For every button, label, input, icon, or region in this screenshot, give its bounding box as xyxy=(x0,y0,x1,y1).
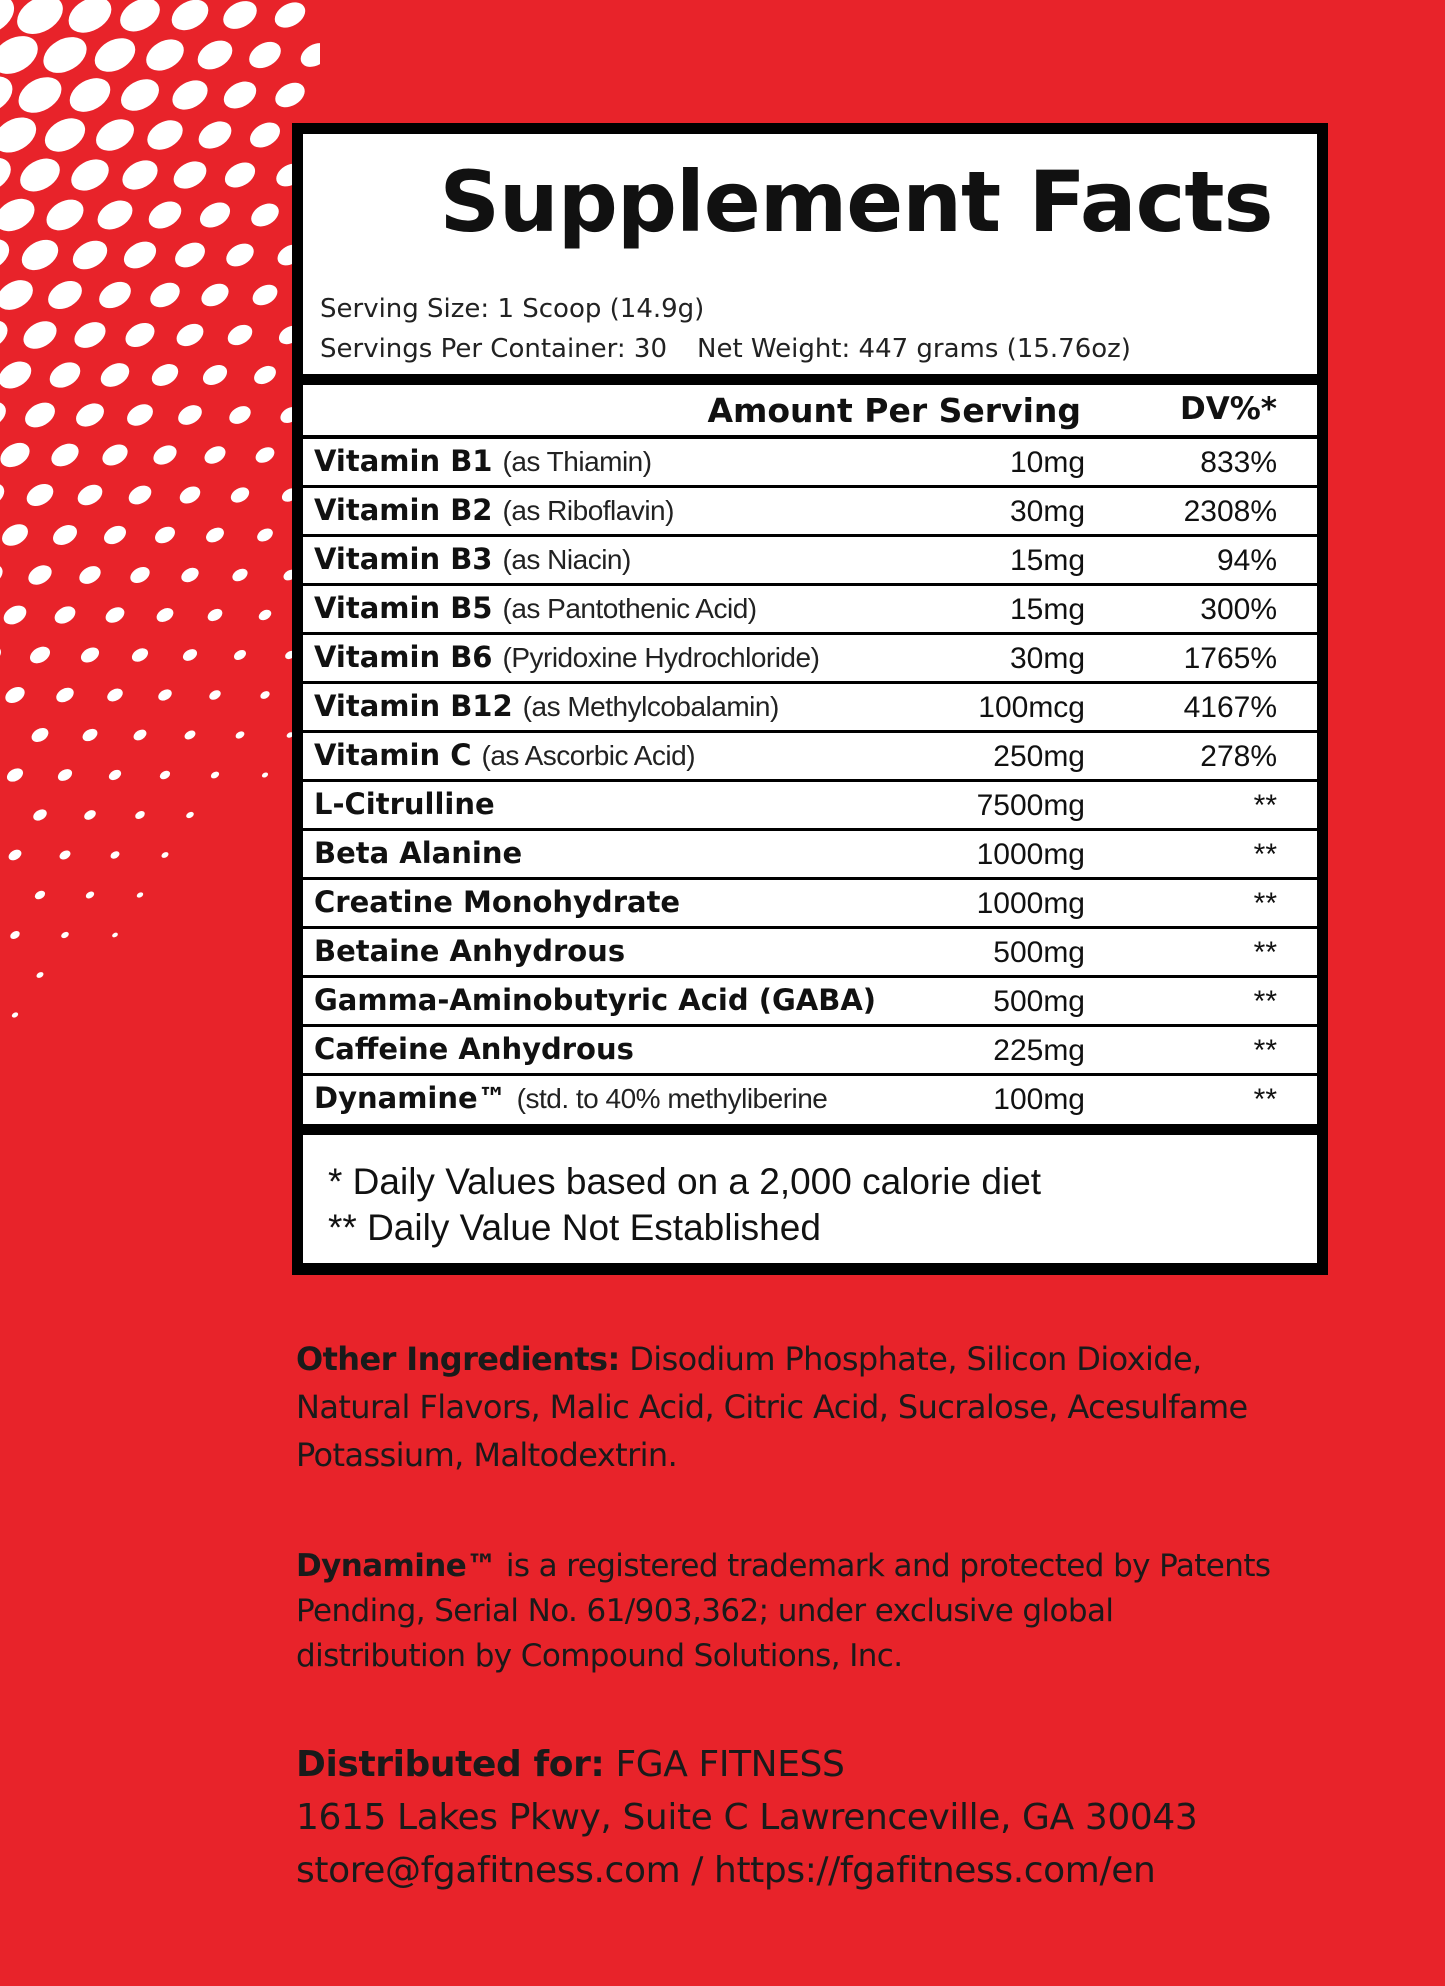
halftone-dot xyxy=(259,690,271,701)
halftone-dot xyxy=(228,484,252,505)
table-row xyxy=(303,880,1317,929)
halftone-dot xyxy=(261,771,269,778)
trademark-notice xyxy=(296,1544,1346,1679)
halftone-dot xyxy=(109,850,121,861)
halftone-dot xyxy=(85,890,96,900)
halftone-dot xyxy=(43,275,87,315)
halftone-dot xyxy=(94,276,135,313)
halftone-dot xyxy=(49,521,80,549)
table-row xyxy=(303,929,1317,978)
ingredient-name-text: Vitamin B2 xyxy=(314,493,493,527)
distributor-name: FGA FITNESS xyxy=(615,1744,845,1785)
halftone-dot xyxy=(224,321,256,350)
halftone-dot xyxy=(103,604,127,626)
halftone-dot xyxy=(105,686,125,704)
title-section xyxy=(303,134,1317,374)
ingredient-name xyxy=(314,542,631,576)
halftone-dot xyxy=(0,110,42,159)
halftone-dot-pattern xyxy=(0,0,320,1100)
halftone-dot xyxy=(206,606,225,623)
halftone-dot xyxy=(219,76,261,114)
halftone-dot xyxy=(177,483,204,507)
halftone-dot xyxy=(66,153,115,197)
ingredient-name-text: Vitamin B3 xyxy=(314,542,493,576)
halftone-dot xyxy=(150,441,180,468)
halftone-dot xyxy=(119,236,161,274)
ingredient-daily-value: ** xyxy=(1253,1034,1277,1067)
halftone-dot xyxy=(247,199,283,231)
footnotes-section xyxy=(303,1135,1317,1263)
halftone-dot xyxy=(121,318,159,352)
ingredient-daily-value: ** xyxy=(1253,1083,1277,1116)
halftone-dot xyxy=(169,156,211,194)
halftone-dot xyxy=(0,478,8,511)
halftone-dot xyxy=(14,152,65,198)
halftone-dot xyxy=(39,111,91,158)
halftone-dot xyxy=(64,71,117,118)
halftone-dot xyxy=(33,889,46,901)
halftone-dot xyxy=(37,30,93,81)
header-amount-per-serving: Amount Per Serving xyxy=(707,391,1081,430)
halftone-dot xyxy=(0,233,15,278)
footnote-not-established: ** Daily Value Not Established xyxy=(328,1207,821,1248)
ingredient-daily-value: 833% xyxy=(1200,446,1277,479)
halftone-dot xyxy=(171,238,210,273)
halftone-dot xyxy=(107,768,123,782)
halftone-dot xyxy=(134,809,146,820)
halftone-dot xyxy=(45,357,85,393)
halftone-dot xyxy=(234,730,245,740)
ingredient-name-text: Creatine Monohydrate xyxy=(314,885,681,919)
ingredient-name-text: Beta Alanine xyxy=(314,836,523,870)
ingredient-name-text: L-Citrulline xyxy=(314,787,495,821)
ingredient-amount: 7500mg xyxy=(976,789,1085,822)
halftone-dot xyxy=(166,0,213,36)
halftone-dot xyxy=(271,78,309,112)
trademark-line-3: distribution by Compound Solutions, Inc. xyxy=(296,1638,903,1674)
halftone-dot xyxy=(0,274,38,316)
halftone-dot xyxy=(230,566,250,584)
ingredient-name-text: Vitamin C xyxy=(314,738,472,772)
ingredient-daily-value: 300% xyxy=(1200,593,1277,626)
ingredient-name-text: Dynamine™ xyxy=(314,1081,507,1115)
ingredient-daily-value: 4167% xyxy=(1183,691,1277,724)
halftone-dot xyxy=(56,767,74,784)
halftone-dot xyxy=(117,154,163,195)
net-weight: Net Weight: 447 grams (15.76oz) xyxy=(697,334,1131,364)
distributor-contact: store@fgafitness.com / https://fgafitness.com/en xyxy=(296,1850,1156,1891)
halftone-dot xyxy=(181,647,199,663)
halftone-dot xyxy=(0,396,11,433)
halftone-dot xyxy=(0,642,4,668)
halftone-dot xyxy=(244,36,285,73)
ingredient-name xyxy=(314,836,522,870)
halftone-dot xyxy=(9,929,21,940)
halftone-dot xyxy=(21,398,60,433)
ingredient-amount: 1000mg xyxy=(976,838,1085,871)
halftone-dot xyxy=(127,564,152,587)
table-row xyxy=(303,782,1317,831)
halftone-dot xyxy=(0,28,45,81)
halftone-dot xyxy=(195,197,234,232)
halftone-dot xyxy=(130,646,151,665)
halftone-dot xyxy=(132,727,149,742)
halftone-dot xyxy=(101,522,130,548)
halftone-dot xyxy=(173,319,208,350)
ingredient-description: (Pyridoxine Hydrochloride) xyxy=(502,642,820,673)
halftone-dot xyxy=(97,358,134,391)
ingredient-name xyxy=(314,640,819,674)
halftone-dot xyxy=(0,151,17,200)
halftone-dot xyxy=(82,808,97,822)
table-header xyxy=(303,385,1317,439)
ingredient-daily-value: 278% xyxy=(1200,740,1277,773)
table-row xyxy=(303,1027,1317,1076)
table-rows xyxy=(303,439,1317,1124)
ingredient-amount: 1000mg xyxy=(976,887,1085,920)
halftone-dot xyxy=(179,565,201,585)
ingredient-daily-value: 2308% xyxy=(1183,495,1277,528)
ingredient-name xyxy=(314,1032,634,1066)
halftone-dot xyxy=(183,729,197,742)
ingredient-amount: 225mg xyxy=(993,1034,1085,1067)
halftone-dot xyxy=(249,280,281,309)
halftone-dot xyxy=(25,561,55,588)
halftone-dot xyxy=(27,643,53,666)
distributor-label: Distributed for: xyxy=(296,1744,605,1785)
ingredient-description: (as Riboflavin) xyxy=(502,495,674,526)
halftone-dot xyxy=(0,602,29,629)
halftone-dot xyxy=(16,234,63,277)
table-row xyxy=(303,978,1317,1027)
ingredient-amount: 10mg xyxy=(1009,446,1085,479)
ingredient-name xyxy=(314,444,652,478)
serving-size: Serving Size: 1 Scoop (14.9g) xyxy=(320,294,705,324)
halftone-dot xyxy=(5,766,26,785)
halftone-dot xyxy=(194,116,236,154)
halftone-dot xyxy=(232,648,248,662)
halftone-dot xyxy=(141,33,190,77)
halftone-dot xyxy=(199,361,230,389)
other-ingredients-line-3: Potassium, Maltodextrin. xyxy=(296,1436,678,1474)
ingredient-amount: 15mg xyxy=(1009,544,1085,577)
halftone-dot xyxy=(52,603,79,627)
halftone-dot xyxy=(208,688,223,701)
footnote-daily-values: * Daily Values based on a 2,000 calorie diet xyxy=(328,1161,1042,1202)
ingredient-description: (std. to 40% methyliberine xyxy=(516,1083,828,1114)
halftone-dot xyxy=(12,70,68,120)
halftone-dot xyxy=(111,932,118,939)
halftone-dot xyxy=(115,73,164,117)
ingredient-daily-value: ** xyxy=(1253,838,1277,871)
halftone-dot xyxy=(29,725,51,745)
halftone-dot xyxy=(142,114,188,155)
halftone-dot xyxy=(62,0,117,40)
ingredient-name xyxy=(314,591,757,625)
table-row xyxy=(303,586,1317,635)
halftone-dot xyxy=(76,562,104,587)
halftone-dot xyxy=(144,196,186,234)
halftone-dot xyxy=(222,239,258,271)
table-row xyxy=(303,439,1317,488)
ingredient-daily-value: 94% xyxy=(1216,544,1277,577)
ingredient-daily-value: ** xyxy=(1253,936,1277,969)
halftone-dot xyxy=(0,314,13,355)
halftone-dot xyxy=(123,400,156,430)
halftone-dot xyxy=(0,438,34,472)
trademark-label: Dynamine™ xyxy=(296,1548,497,1584)
halftone-dot xyxy=(0,192,40,238)
halftone-dot xyxy=(41,193,89,236)
halftone-dot xyxy=(270,0,309,33)
halftone-dot xyxy=(154,605,176,625)
halftone-dot xyxy=(125,482,154,508)
halftone-dot xyxy=(90,113,139,157)
ingredient-description: (as Methylcobalamin) xyxy=(522,691,779,722)
halftone-dot xyxy=(201,443,228,468)
halftone-dot xyxy=(31,807,49,823)
halftone-dot xyxy=(136,891,144,898)
ingredients-table xyxy=(303,385,1317,1124)
ingredient-description: (as Niacin) xyxy=(502,544,631,575)
ingredient-amount: 30mg xyxy=(1009,495,1085,528)
halftone-dot xyxy=(197,279,232,311)
halftone-dot xyxy=(203,525,226,546)
halftone-dot xyxy=(35,971,44,979)
halftone-dot xyxy=(7,847,24,862)
ingredient-name xyxy=(314,787,495,821)
header-daily-value: DV%* xyxy=(1180,391,1277,427)
ingredient-name-text: Betaine Anhydrous xyxy=(314,934,626,968)
halftone-dot xyxy=(296,38,320,71)
ingredient-name-text: Vitamin B6 xyxy=(314,640,493,674)
ingredient-name-text: Vitamin B1 xyxy=(314,444,493,478)
other-ingredients xyxy=(296,1335,1346,1479)
ingredient-amount: 250mg xyxy=(993,740,1085,773)
ingredient-daily-value: 1765% xyxy=(1183,642,1277,675)
halftone-dot xyxy=(152,523,178,546)
table-row xyxy=(303,537,1317,586)
ingredient-daily-value: ** xyxy=(1253,789,1277,822)
halftone-dot xyxy=(220,157,259,192)
table-row xyxy=(303,488,1317,537)
halftone-dot xyxy=(0,520,32,550)
table-row xyxy=(303,684,1317,733)
table-row xyxy=(303,1076,1317,1124)
halftone-dot xyxy=(19,316,62,355)
panel-title: Supplement Facts xyxy=(439,153,1273,251)
ingredient-daily-value: ** xyxy=(1253,985,1277,1018)
table-row xyxy=(303,733,1317,782)
halftone-dot xyxy=(175,401,206,429)
halftone-dot xyxy=(114,0,165,38)
halftone-dot xyxy=(78,644,101,665)
halftone-dot xyxy=(158,769,171,781)
halftone-dot xyxy=(246,117,285,152)
ingredient-name xyxy=(314,934,625,968)
ingredient-name xyxy=(314,689,779,723)
ingredient-name-text: Vitamin B12 xyxy=(314,689,513,723)
halftone-dot xyxy=(11,1011,19,1018)
halftone-dot xyxy=(70,317,110,353)
ingredient-name xyxy=(314,983,876,1017)
halftone-dot xyxy=(226,402,254,427)
ingredient-name xyxy=(314,738,695,772)
distributor-info xyxy=(296,1738,1346,1897)
table-row xyxy=(303,831,1317,880)
halftone-dot xyxy=(0,560,6,590)
halftone-dot xyxy=(0,356,36,394)
halftone-dot xyxy=(185,811,195,820)
halftone-dot xyxy=(160,851,169,859)
ingredient-name xyxy=(314,885,680,919)
ingredient-name xyxy=(314,493,674,527)
trademark-line-2: Pending, Serial No. 61/903,362; under exclusive global xyxy=(296,1593,1114,1629)
ingredient-description: (as Pantothenic Acid) xyxy=(502,593,757,624)
ingredient-amount: 100mcg xyxy=(978,691,1085,724)
halftone-dot xyxy=(23,479,57,510)
ingredient-amount: 500mg xyxy=(993,985,1085,1018)
ingredient-description: (as Thiamin) xyxy=(502,446,652,477)
halftone-dot xyxy=(2,684,27,707)
halftone-dot xyxy=(146,278,184,313)
halftone-dot xyxy=(74,481,106,510)
other-ingredients-line-1: Disodium Phosphate, Silicon Dioxide, xyxy=(629,1340,1202,1378)
table-row xyxy=(303,635,1317,684)
ingredient-amount: 500mg xyxy=(993,936,1085,969)
halftone-dot xyxy=(255,526,275,544)
supplement-facts-panel xyxy=(292,123,1328,1275)
halftone-dot xyxy=(253,444,277,466)
halftone-dot xyxy=(148,360,182,391)
halftone-dot xyxy=(218,0,261,35)
halftone-dot xyxy=(156,687,174,703)
halftone-dot xyxy=(58,849,72,862)
ingredient-name-text: Gamma-Aminobutyric Acid (GABA) xyxy=(314,983,877,1017)
ingredient-name xyxy=(314,1081,827,1115)
other-ingredients-label: Other Ingredients: xyxy=(296,1340,620,1378)
halftone-dot xyxy=(210,770,221,780)
ingredient-name-text: Caffeine Anhydrous xyxy=(314,1032,634,1066)
ingredient-amount: 100mg xyxy=(993,1083,1085,1116)
halftone-dot xyxy=(47,439,82,471)
halftone-dot xyxy=(54,685,77,705)
halftone-dot xyxy=(257,608,273,623)
halftone-dot xyxy=(80,726,99,743)
halftone-dot xyxy=(89,31,141,78)
other-ingredients-line-2: Natural Flavors, Malic Acid, Citric Acid, Sucralose, Acesulfame xyxy=(296,1388,1248,1426)
ingredient-amount: 15mg xyxy=(1009,593,1085,626)
halftone-dot xyxy=(72,399,108,432)
distributor-address: 1615 Lakes Pkwy, Suite C Lawrenceville, GA 30043 xyxy=(296,1797,1198,1838)
halftone-dot xyxy=(167,74,213,115)
servings-info xyxy=(320,334,1131,364)
ingredient-amount: 30mg xyxy=(1009,642,1085,675)
halftone-dot xyxy=(99,440,132,470)
ingredient-name-text: Vitamin B5 xyxy=(314,591,493,625)
halftone-dot xyxy=(0,69,19,121)
halftone-dot xyxy=(193,35,238,76)
servings-per-container: Servings Per Container: 30 xyxy=(320,334,668,364)
ingredient-description: (as Ascorbic Acid) xyxy=(481,740,696,771)
halftone-dot xyxy=(92,195,137,236)
halftone-dot xyxy=(10,0,69,42)
halftone-dot xyxy=(60,931,70,940)
trademark-line-1: is a registered trademark and protected by Patents xyxy=(505,1548,1271,1584)
halftone-dot xyxy=(251,362,279,388)
halftone-dot xyxy=(0,724,2,746)
halftone-dot xyxy=(68,235,113,275)
ingredient-daily-value: ** xyxy=(1253,887,1277,920)
